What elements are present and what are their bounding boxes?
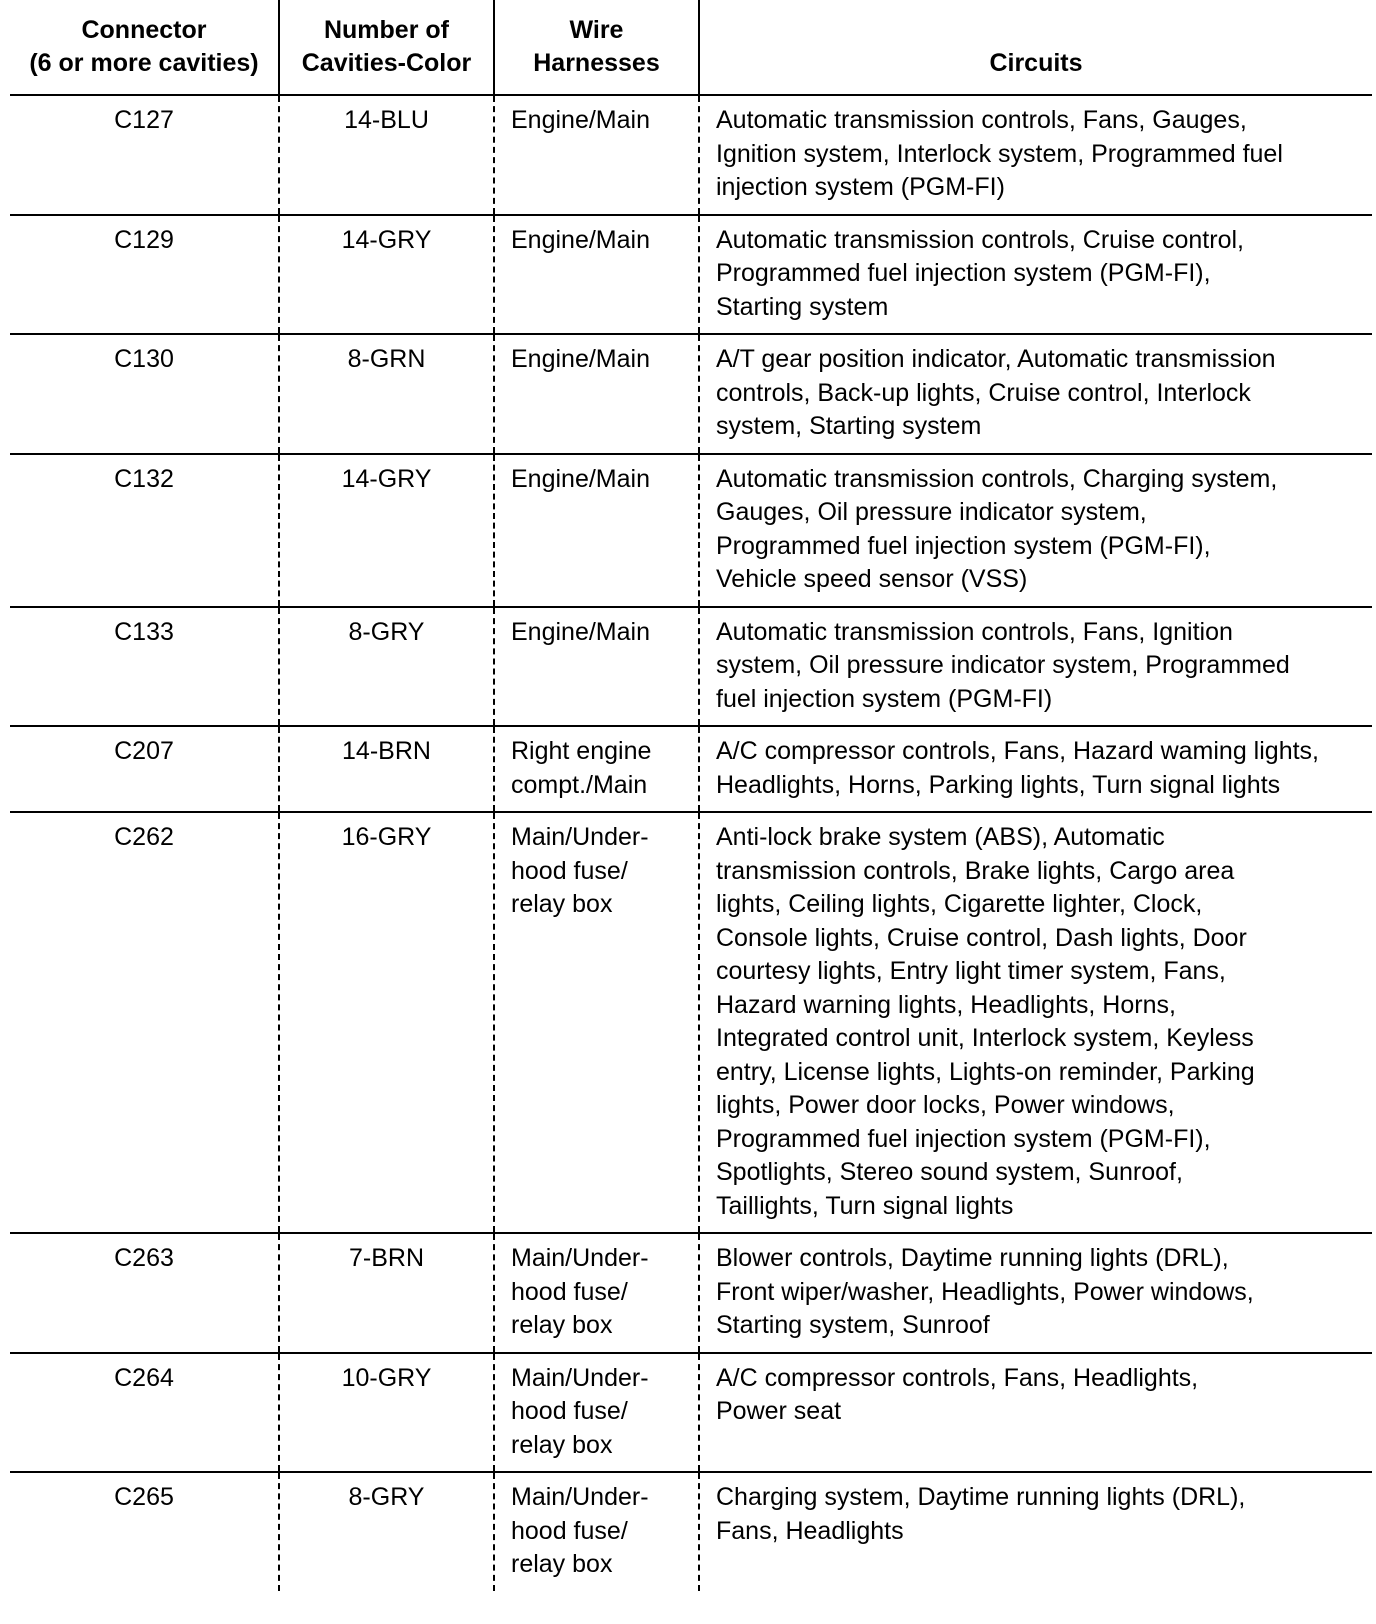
circuits-cell xyxy=(700,96,1372,214)
wire-harness-cell xyxy=(495,1354,700,1472)
harness-line: Engine/Main xyxy=(511,345,650,373)
circuit-line: Starting system, Sunroof xyxy=(716,1311,990,1339)
circuit-line: lights, Ceiling lights, Cigarette lighter, Clock, xyxy=(716,890,1203,918)
circuit-line: fuel injection system (PGM-FI) xyxy=(716,684,1053,713)
circuit-line: entry, License lights, Lights-on reminder, Parking xyxy=(716,1057,1255,1086)
table-header-row xyxy=(10,0,1372,96)
circuit-line: Vehicle speed sensor (VSS) xyxy=(716,565,1028,593)
connector-cell: C262 xyxy=(10,813,280,1232)
header-line: Circuits xyxy=(989,49,1083,77)
table-body xyxy=(10,96,1372,1591)
wire-harness-cell xyxy=(495,96,700,214)
circuits-cell xyxy=(700,335,1372,453)
circuits-cell xyxy=(700,727,1372,811)
table-row xyxy=(10,727,1372,813)
connector-cell: C264 xyxy=(10,1354,280,1472)
header-harness xyxy=(495,0,700,94)
harness-line: Right engine xyxy=(511,737,652,765)
harness-line: Main/Under- xyxy=(511,1244,649,1272)
circuits-cell xyxy=(700,1234,1372,1352)
table-row xyxy=(10,455,1372,608)
header-line: (6 or more cavities) xyxy=(29,49,259,77)
harness-line: relay box xyxy=(511,1311,613,1339)
circuits-cell xyxy=(700,608,1372,726)
table-row xyxy=(10,335,1372,455)
connector-cell: C133 xyxy=(10,608,280,726)
harness-line: compt./Main xyxy=(511,770,648,799)
circuit-line: lights, Power door locks, Power windows, xyxy=(716,1091,1175,1119)
header-line: Connector xyxy=(81,16,207,44)
circuit-line: Fans, Headlights xyxy=(716,1516,904,1545)
circuit-line: system, Starting system xyxy=(716,412,982,440)
circuit-line: Programmed fuel injection system (PGM-FI), xyxy=(716,1124,1211,1153)
circuit-line: Hazard warning lights, Headlights, Horns, xyxy=(716,990,1176,1019)
circuit-line: Automatic transmission controls, Fans, Ignition xyxy=(716,617,1233,646)
circuit-line: Anti-lock brake system (ABS), Automatic xyxy=(716,823,1165,851)
circuit-line: Ignition system, Interlock system, Programmed fuel xyxy=(716,139,1283,168)
harness-line: Engine/Main xyxy=(511,464,650,493)
circuit-line: Automatic transmission controls, Charging system, xyxy=(716,464,1278,493)
circuit-line: Programmed fuel injection system (PGM-FI), xyxy=(716,259,1211,287)
header-line: Wire xyxy=(569,16,624,44)
circuit-line: injection system (PGM-FI) xyxy=(716,173,1005,201)
circuits-cell xyxy=(700,455,1372,606)
circuit-line: Spotlights, Stereo sound system, Sunroof, xyxy=(716,1158,1183,1186)
circuit-line: transmission controls, Brake lights, Cargo area xyxy=(716,856,1235,885)
table-row xyxy=(10,1234,1372,1354)
wire-harness-cell xyxy=(495,608,700,726)
header-cavities xyxy=(280,0,495,94)
header-connector xyxy=(10,0,280,94)
table-row xyxy=(10,216,1372,336)
cavities-color-cell: 14-BRN xyxy=(280,727,495,811)
wire-harness-cell xyxy=(495,1234,700,1352)
cavities-color-cell: 7-BRN xyxy=(280,1234,495,1352)
wire-harness-cell xyxy=(495,813,700,1232)
circuit-line: Headlights, Horns, Parking lights, Turn signal lights xyxy=(716,770,1281,799)
circuits-cell xyxy=(700,216,1372,334)
harness-line: relay box xyxy=(511,890,613,918)
circuit-line: controls, Back-up lights, Cruise control, Interlock xyxy=(716,378,1251,407)
circuit-line: Automatic transmission controls, Cruise control, xyxy=(716,225,1244,254)
harness-line: Engine/Main xyxy=(511,617,650,646)
harness-line: Engine/Main xyxy=(511,106,650,134)
harness-line: Main/Under- xyxy=(511,823,649,851)
cavities-color-cell: 14-BLU xyxy=(280,96,495,214)
table-row xyxy=(10,1473,1372,1591)
cavities-color-cell: 14-GRY xyxy=(280,455,495,606)
circuits-cell xyxy=(700,1354,1372,1472)
harness-line: relay box xyxy=(511,1550,613,1578)
header-line: Harnesses xyxy=(533,49,660,77)
wire-harness-cell xyxy=(495,1473,700,1591)
harness-line: Main/Under- xyxy=(511,1363,649,1392)
connector-cell: C129 xyxy=(10,216,280,334)
header-circuits xyxy=(700,0,1372,94)
circuit-line: Blower controls, Daytime running lights (DRL), xyxy=(716,1244,1229,1272)
table-row xyxy=(10,96,1372,216)
circuits-cell xyxy=(700,1473,1372,1591)
wire-harness-cell xyxy=(495,455,700,606)
circuit-line: Charging system, Daytime running lights (DRL), xyxy=(716,1483,1246,1511)
circuits-cell xyxy=(700,813,1372,1232)
circuit-line: Console lights, Cruise control, Dash lights, Door xyxy=(716,923,1247,952)
circuit-line: A/C compressor controls, Fans, Headlights, xyxy=(716,1363,1199,1392)
cavities-color-cell: 8-GRY xyxy=(280,608,495,726)
circuit-line: Integrated control unit, Interlock system, Keyless xyxy=(716,1024,1254,1052)
wire-harness-cell xyxy=(495,216,700,334)
cavities-color-cell: 14-GRY xyxy=(280,216,495,334)
circuit-line: Front wiper/washer, Headlights, Power windows, xyxy=(716,1277,1254,1306)
harness-line: hood fuse/ xyxy=(511,1277,628,1306)
harness-line: Engine/Main xyxy=(511,225,650,254)
harness-line: relay box xyxy=(511,1430,613,1459)
connector-cell: C127 xyxy=(10,96,280,214)
circuit-line: Starting system xyxy=(716,292,889,321)
harness-line: hood fuse/ xyxy=(511,856,628,885)
circuit-line: Programmed fuel injection system (PGM-FI), xyxy=(716,531,1211,560)
cavities-color-cell: 16-GRY xyxy=(280,813,495,1232)
table-row xyxy=(10,813,1372,1234)
harness-line: Main/Under- xyxy=(511,1483,649,1511)
cavities-color-cell: 10-GRY xyxy=(280,1354,495,1472)
connector-cell: C265 xyxy=(10,1473,280,1591)
wire-harness-cell xyxy=(495,727,700,811)
header-line: Cavities-Color xyxy=(301,49,472,77)
circuit-line: A/C compressor controls, Fans, Hazard waming lights, xyxy=(716,737,1319,765)
circuit-line: courtesy lights, Entry light timer system, Fans, xyxy=(716,957,1226,985)
circuit-line: Automatic transmission controls, Fans, Gauges, xyxy=(716,106,1247,134)
wire-harness-cell xyxy=(495,335,700,453)
circuit-line: Power seat xyxy=(716,1397,842,1425)
connector-cell: C130 xyxy=(10,335,280,453)
harness-line: hood fuse/ xyxy=(511,1516,628,1545)
header-line: Number of xyxy=(323,16,449,44)
cavities-color-cell: 8-GRY xyxy=(280,1473,495,1591)
circuit-line: Gauges, Oil pressure indicator system, xyxy=(716,498,1147,526)
circuit-line: system, Oil pressure indicator system, Programmed xyxy=(716,651,1290,679)
connector-cell: C263 xyxy=(10,1234,280,1352)
connector-table xyxy=(10,0,1372,1591)
circuit-line: A/T gear position indicator, Automatic transmission xyxy=(716,345,1276,373)
table-row xyxy=(10,608,1372,728)
harness-line: hood fuse/ xyxy=(511,1397,628,1425)
connector-cell: C132 xyxy=(10,455,280,606)
circuit-line: Taillights, Turn signal lights xyxy=(716,1191,1014,1220)
table-row xyxy=(10,1354,1372,1474)
connector-cell: C207 xyxy=(10,727,280,811)
cavities-color-cell: 8-GRN xyxy=(280,335,495,453)
